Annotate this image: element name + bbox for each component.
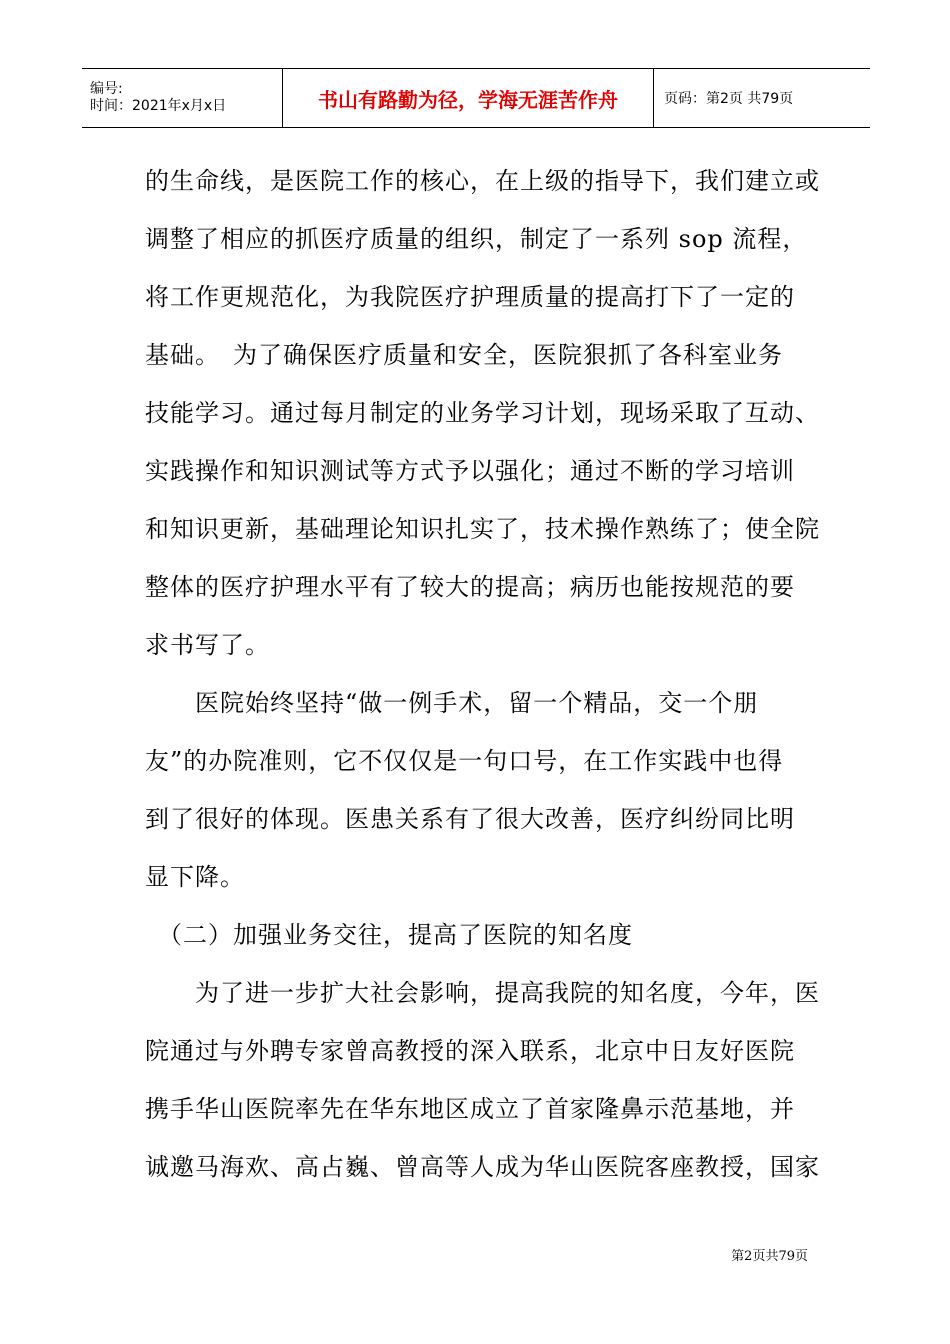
section-heading: （二）加强业务交往，提高了医院的知名度 — [145, 921, 633, 949]
header-page-info — [654, 69, 870, 127]
body-line: 调整了相应的抓医疗质量的组织，制定了一系列 sop 流程， — [145, 225, 808, 253]
document-time-label: 时间：2021年x月x日 — [90, 98, 227, 114]
body-line: 携手华山医院率先在华东地区成立了首家隆鼻示范基地，并 — [145, 1095, 795, 1123]
body-line: 技能学习。通过每月制定的业务学习计划，现场采取了互动、 — [145, 399, 820, 427]
header-motto — [282, 69, 654, 127]
header-meta — [82, 69, 282, 127]
document-body — [145, 152, 820, 1196]
motto-text: 书山有路勤为径，学海无涯苦作舟 — [318, 87, 618, 112]
header-page-number: 页码：第2页 共79页 — [664, 91, 794, 107]
body-line: 整体的医疗护理水平有了较大的提高；病历也能按规范的要 — [145, 573, 795, 601]
page-footer — [731, 1245, 808, 1264]
body-line: 基础。 为了确保医疗质量和安全，医院狠抓了各科室业务 — [145, 341, 783, 369]
body-line: 医院始终坚持“做一例手术，留一个精品，交一个朋 — [145, 689, 759, 717]
body-line: 为了进一步扩大社会影响，提高我院的知名度，今年，医 — [145, 979, 820, 1007]
body-line: 院通过与外聘专家曾高教授的深入联系，北京中日友好医院 — [145, 1037, 795, 1065]
body-line: 将工作更规范化，为我院医疗护理质量的提高打下了一定的 — [145, 283, 795, 311]
document-number-label: 编号: — [90, 81, 123, 97]
body-line: 和知识更新，基础理论知识扎实了，技术操作熟练了；使全院 — [145, 515, 820, 543]
page-header — [82, 68, 870, 128]
body-line: 显下降。 — [145, 863, 245, 891]
body-line: 友”的办院准则，它不仅仅是一句口号，在工作实践中也得 — [145, 747, 784, 775]
footer-page-number: 第2页共79页 — [731, 1249, 808, 1264]
body-line: 诚邀马海欢、高占巍、曾高等人成为华山医院客座教授，国家 — [145, 1153, 820, 1181]
body-line: 的生命线，是医院工作的核心，在上级的指导下，我们建立或 — [145, 167, 820, 195]
body-line: 求书写了。 — [145, 631, 270, 659]
body-line: 实践操作和知识测试等方式予以强化；通过不断的学习培训 — [145, 457, 795, 485]
body-line: 到了很好的体现。医患关系有了很大改善，医疗纠纷同比明 — [145, 805, 795, 833]
